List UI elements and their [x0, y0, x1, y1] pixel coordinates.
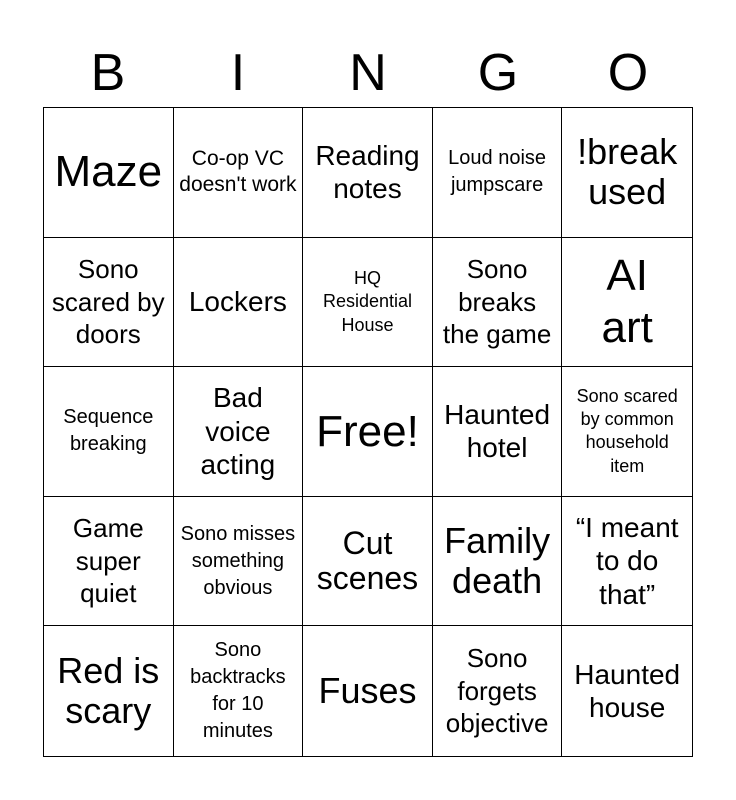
bingo-cell[interactable]	[433, 238, 563, 368]
bingo-cell[interactable]	[303, 238, 433, 368]
cell-text: Co-op VC doesn't work	[179, 147, 297, 197]
bingo-cell[interactable]	[433, 626, 563, 756]
cell-text: Haunted hotel	[444, 398, 551, 464]
cell-text: Loud noise jumpscare	[448, 147, 547, 197]
cell-text: AI art	[601, 250, 653, 352]
bingo-cell[interactable]	[303, 108, 433, 238]
bingo-cell[interactable]	[44, 108, 174, 238]
header-letter-i: I	[230, 44, 246, 102]
header-letter-o: O	[607, 44, 649, 102]
cell-text: Bad voice acting	[200, 382, 276, 481]
bingo-cell[interactable]	[433, 108, 563, 238]
cell-text: Family death	[444, 519, 551, 602]
bingo-cell[interactable]	[44, 367, 174, 497]
cell-text: Sono breaks the game	[442, 254, 552, 350]
cell-text: HQ Residential House	[322, 267, 413, 335]
cell-text: “I meant to do that”	[575, 511, 679, 610]
bingo-header	[43, 38, 693, 108]
bingo-cell[interactable]	[303, 626, 433, 756]
bingo-cell[interactable]	[44, 497, 174, 627]
cell-text: Cut scenes	[316, 524, 419, 597]
bingo-cell[interactable]	[562, 108, 692, 238]
bingo-cell[interactable]	[433, 497, 563, 627]
cell-text: Sono scared by common household item	[576, 385, 678, 476]
cell-text: Maze	[54, 147, 163, 197]
bingo-cell[interactable]	[303, 497, 433, 627]
bingo-cell[interactable]	[562, 367, 692, 497]
bingo-cell[interactable]	[562, 626, 692, 756]
cell-text: Sono backtracks for 10 minutes	[190, 639, 286, 743]
bingo-cell[interactable]	[174, 238, 304, 368]
cell-text: Fuses	[318, 670, 417, 712]
cell-text: Free!	[316, 406, 419, 456]
cell-text: Game super quiet	[72, 513, 144, 609]
header-letter-g: G	[477, 44, 519, 102]
header-letter-n: N	[349, 44, 387, 102]
cell-text: Haunted house	[574, 658, 681, 724]
cell-text: !break used	[577, 130, 678, 213]
bingo-cell[interactable]	[174, 108, 304, 238]
cell-text: Lockers	[188, 286, 287, 318]
bingo-cell[interactable]	[433, 367, 563, 497]
cell-text: Sono scared by doors	[51, 254, 165, 350]
cell-text: Sono forgets objective	[445, 643, 549, 739]
bingo-cell[interactable]	[174, 497, 304, 627]
cell-text: Red is scary	[57, 649, 160, 732]
bingo-board	[43, 107, 693, 757]
header-letter-b: B	[90, 44, 126, 102]
bingo-cell[interactable]	[174, 367, 304, 497]
bingo-cell[interactable]	[303, 367, 433, 497]
bingo-cell[interactable]	[562, 497, 692, 627]
cell-text: Sequence breaking	[63, 406, 154, 456]
cell-text: Reading notes	[315, 139, 420, 205]
bingo-cell[interactable]	[44, 626, 174, 756]
bingo-cell[interactable]	[174, 626, 304, 756]
bingo-cell[interactable]	[562, 238, 692, 368]
bingo-cell[interactable]	[44, 238, 174, 368]
cell-text: Sono misses something obvious	[180, 522, 296, 599]
